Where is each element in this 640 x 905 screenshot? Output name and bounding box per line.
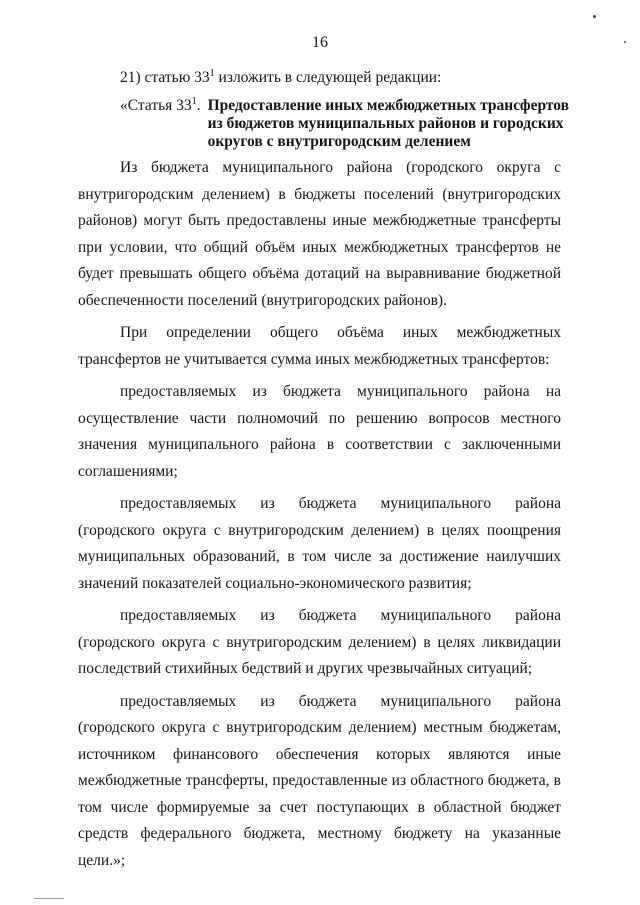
article-label: «Статья $33^1$.: [120, 95, 201, 114]
paragraph: предоставляемых из бюджета муниципального района на осуществление части полномочий по решению вопросов местного значения муниципального района в соответствии с заключенными соглашениями;: [78, 383, 561, 480]
paragraph: Из бюджета муниципального района (городского округа с внутригородским делением) в бюджеты поселений (внутригородских районов) могут быть предоставлены иные межбюджетные трансферты при условии, что общий объём иных межбюджетных трансфертов не будет превышать общего объёма дотаций на выравнивание бюджетной обеспеченности поселений (внутригородских районов).: [78, 159, 561, 309]
page-number: 16: [312, 34, 328, 51]
paragraph: предоставляемых из бюджета муниципального района (городского округа с внутригородским делением) в целях поощрения муниципальных образований, в том числе за достижение наилучших значений показателей социально-экономического развития;: [78, 495, 561, 592]
article-heading: [120, 97, 570, 151]
article-title: Предоставление иных межбюджетных трансфертов из бюджетов муниципальных районов и городских округов с внутригородским делением: [207, 97, 570, 150]
scan-speck: [593, 15, 596, 18]
scan-edge-line: [34, 898, 64, 905]
amendment-intro: [120, 69, 441, 87]
article-body: [78, 155, 561, 874]
paragraph: предоставляемых из бюджета муниципального района (городского округа с внутригородским делением) в целях ликвидации последствий стихийных бедствий и других чрезвычайных ситуаций;: [78, 607, 561, 677]
paragraph: предоставляемых из бюджета муниципального района (городского округа с внутригородским делением) местным бюджетам, источником финансового обеспечения которых являются иные межбюджетные трансферты, предоставленные из областного бюджета, в том числе формируемые за счет поступающих в областной бюджет средств федерального бюджета, местному бюджету на указанные цели.»;: [78, 692, 561, 869]
intro-text: 21) статью 33: [120, 69, 210, 86]
intro-superscript: 1: [209, 67, 215, 79]
paragraph: При определении общего объёма иных межбюджетных трансфертов не учитывается сумма иных межбюджетных трансфертов:: [78, 324, 561, 368]
intro-tail: изложить в следующей редакции:: [214, 69, 442, 86]
